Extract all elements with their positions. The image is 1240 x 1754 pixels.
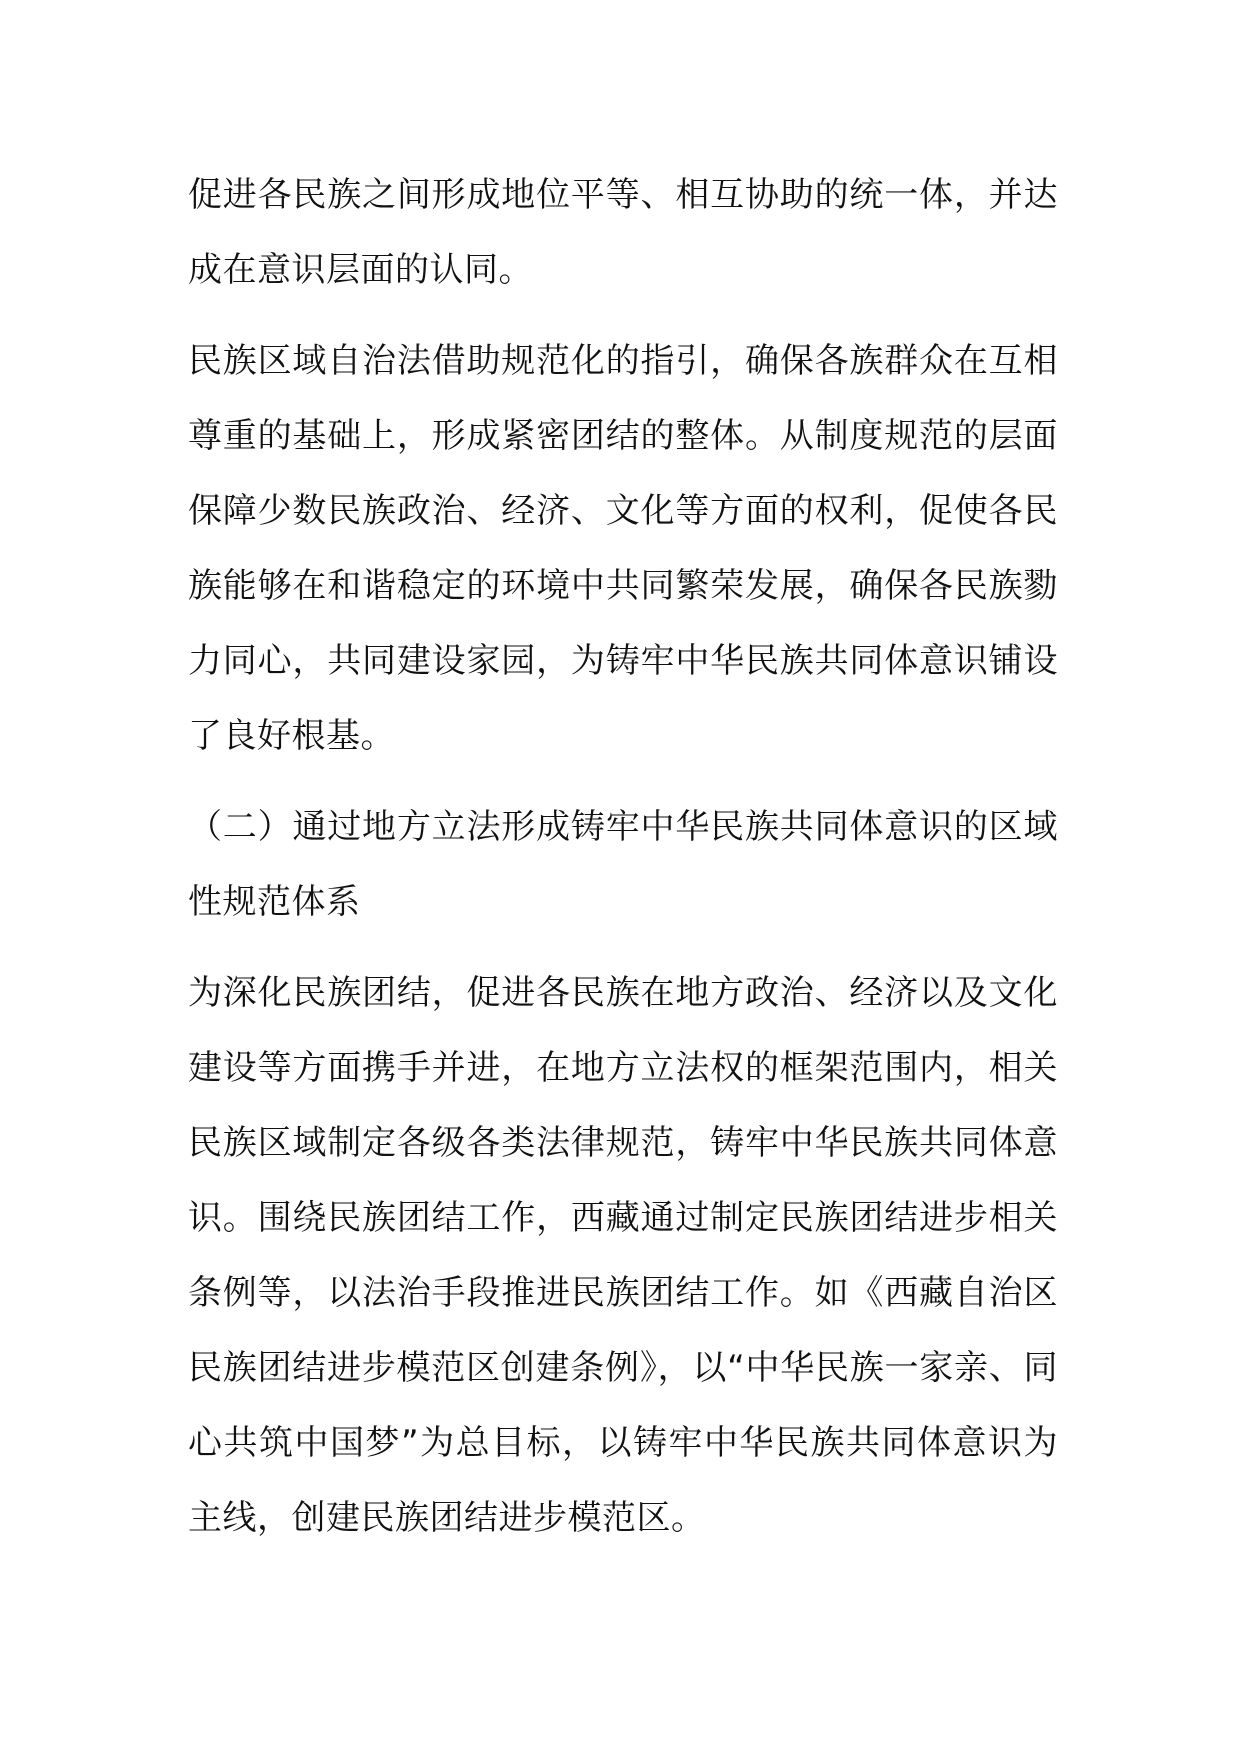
paragraph-local-legislation: 为深化民族团结，促进各民族在地方政治、经济以及文化建设等方面携手并进，在地方立法权的框架范围内，相关民族区域制定各级各类法律规范，铸牢中华民族共同体意识。围绕民族团结工作，西藏通过制定民族团结进步相关条例等，以法治手段推进民族团结工作。如《西藏自治区民族团结进步模范区创建条例》，以“中华民族一家亲、同心共筑中国梦”为总目标，以铸牢中华民族共同体意识为主线，创建民族团结进步模范区。 bbox=[188, 973, 1058, 1538]
paragraph-regional-autonomy-law: 民族区域自治法借助规范化的指引，确保各族群众在互相尊重的基础上，形成紧密团结的整体。从制度规范的层面保障少数民族政治、经济、文化等方面的权利，促使各民族能够在和谐稳定的环境中共同繁荣发展，确保各民族勠力同心，共同建设家园，为铸牢中华民族共同体意识铺设了良好根基。 bbox=[188, 341, 1058, 756]
section-heading: （二）通过地方立法形成铸牢中华民族共同体意识的区域性规范体系 bbox=[188, 807, 1058, 922]
document-body bbox=[188, 158, 1058, 1572]
paragraph-intro-continuation: 促进各民族之间形成地位平等、相互协助的统一体，并达成在意识层面的认同。 bbox=[188, 175, 1058, 290]
